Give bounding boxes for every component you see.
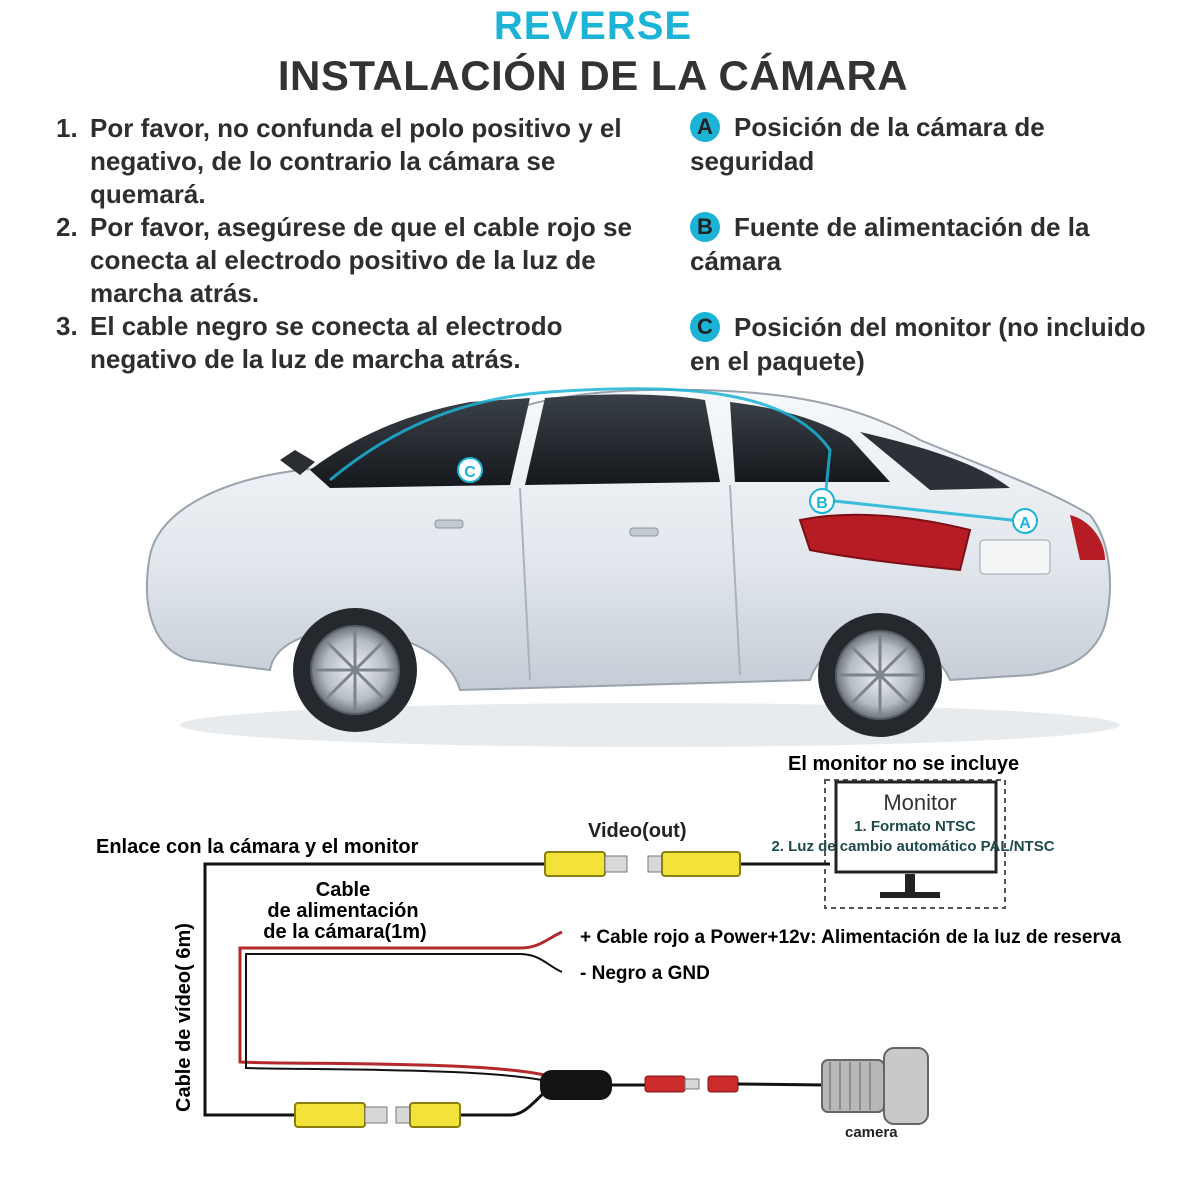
black-wire-label: - Negro a GND <box>580 963 710 984</box>
instruction-item <box>52 112 652 211</box>
door-handle <box>630 528 658 536</box>
camera-cable-line <box>738 1084 825 1085</box>
legend-text: Posición de la cámara de seguridad <box>690 112 1045 176</box>
marker-a-label: A <box>1019 515 1031 532</box>
license-plate <box>980 540 1050 574</box>
marker-b-label: B <box>816 495 828 512</box>
camera-label: camera <box>845 1124 898 1141</box>
marker-c-badge: C <box>690 312 720 342</box>
power-cable-label-1: Cable <box>315 879 371 901</box>
door-handle <box>435 520 463 528</box>
legend <box>690 110 1160 410</box>
monitor-spec-1: 1. Formato NTSC <box>854 818 976 835</box>
monitor-spec-2: 2. Luz de cambio automático PAL/NTSC <box>771 838 1055 855</box>
legend-item-a <box>690 110 1160 178</box>
instruction-number: 2. <box>56 212 78 242</box>
instruction-list <box>52 112 652 376</box>
power-cable-label-3: de la cámara(1m) <box>263 921 427 943</box>
rca-connector-tip <box>648 856 662 872</box>
instruction-text: Por favor, no confunda el polo positivo y el negativo, de lo contrario la cámara se quemará. <box>90 113 622 209</box>
camera-lens-housing <box>884 1048 928 1124</box>
red-connector <box>708 1076 738 1092</box>
marker-c-label: C <box>464 464 476 481</box>
car-front-window <box>525 394 720 485</box>
instruction-item <box>52 310 652 376</box>
red-connector-tip <box>685 1079 699 1089</box>
legend-item-c <box>690 310 1160 378</box>
rca-connector-icon <box>662 852 740 876</box>
video-out-label: Video(out) <box>588 820 687 842</box>
wiring-diagram <box>0 740 1200 1200</box>
instruction-text: El cable negro se conecta al electrodo negativo de la luz de marcha atrás. <box>90 311 563 374</box>
brand-title: REVERSE <box>493 4 693 48</box>
instruction-text: Por favor, asegúrese de que el cable rojo se conecta al electrodo positivo de la luz de marcha atrás. <box>90 212 632 308</box>
legend-text: Posición del monitor (no incluido en el paquete) <box>690 312 1146 376</box>
camera-icon <box>822 1060 884 1112</box>
rca-connector-tip <box>396 1107 410 1123</box>
monitor-base <box>880 892 940 898</box>
rca-connector-tip <box>605 856 627 872</box>
monitor-stand <box>905 874 915 894</box>
rca-connector-icon <box>295 1103 365 1127</box>
power-cable-label-2: de alimentación <box>267 900 419 922</box>
red-wire-label: + Cable rojo a Power+12v: Alimentación de la luz de reserva <box>580 927 1122 948</box>
legend-item-b <box>690 210 1160 278</box>
red-connector <box>645 1076 685 1092</box>
rca-connector-tip <box>365 1107 387 1123</box>
car-image <box>130 370 1120 770</box>
legend-text: Fuente de alimentación de la cámara <box>690 212 1090 276</box>
link-label: Enlace con la cámara y el monitor <box>96 836 419 858</box>
page-title: INSTALACIÓN DE LA CÁMARA <box>277 52 909 99</box>
instruction-number: 1. <box>56 113 78 143</box>
marker-a-badge: A <box>690 112 720 142</box>
rca-connector-icon <box>410 1103 460 1127</box>
instruction-number: 3. <box>56 311 78 341</box>
rca-connector-icon <box>545 852 605 876</box>
marker-b-badge: B <box>690 212 720 242</box>
junction-box <box>540 1070 612 1100</box>
instruction-item <box>52 211 652 310</box>
monitor-note: El monitor no se incluye <box>788 753 1020 775</box>
car-windshield <box>310 398 530 488</box>
monitor-label: Monitor <box>883 790 957 815</box>
video-cable-label: Cable de vídeo( 6m) <box>173 923 195 1112</box>
